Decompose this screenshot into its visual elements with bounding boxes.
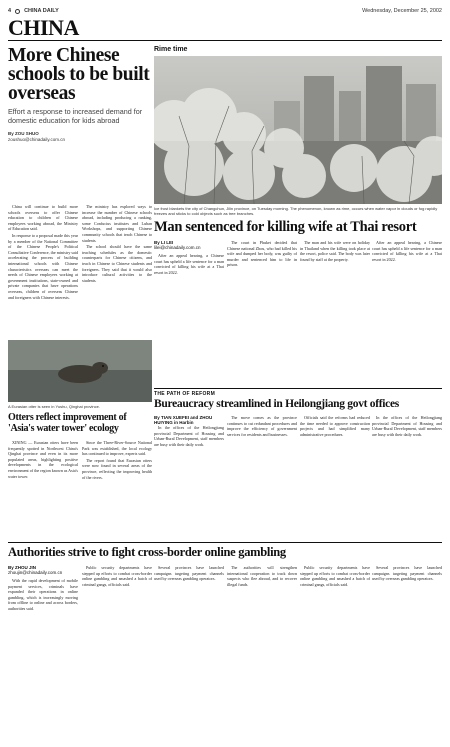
lead-paragraph: The ministry has explored ways to increase the number of Chinese schools abroad, including producing a ranking, some Confucius institutes and Luban Workshops, and supporting Chinese community schools that teach Chinese to students. — [82, 204, 152, 243]
otter-caption: A Eurasian otter is seen in Yushu, Qinghai province. — [8, 404, 100, 409]
gambling-paragraph: The authorities will strengthen international cooperation to track down suspects who flee abroad, and to recover illegal funds. — [227, 565, 297, 587]
otter-body-col-1 — [8, 440, 78, 540]
rime-caption: Ice frost blankets the city of Changchun, Jilin province, on Tuesday morning. The phenomenon, known as rime, occurs when water vapor in clouds or fog rapidly freezes and sticks to cold objects such as tree branches. — [154, 206, 438, 216]
story2-body-col-1 — [154, 253, 224, 383]
story2-body-col-2 — [227, 240, 297, 383]
lead-paragraph: The school should have the same teaching schedules as the domestic counterparts for Chinese citizens, and teach in Chinese to Chinese students and foreigners. They said that it would also introduce cultural activities to the students. — [82, 244, 152, 283]
otter-paragraph: Since the Three-River-Source National Park was established, the local ecology has continued to improve, experts said. — [82, 440, 152, 457]
reform-body-col-4 — [372, 415, 442, 537]
story2-byline — [154, 240, 224, 250]
story2-body-col-3 — [300, 240, 370, 383]
story2-byline-name: By LI LEI — [154, 240, 174, 245]
reform-headline: Bureaucracy streamlined in Heilongjiang govt offices — [154, 398, 399, 410]
otter-photo — [8, 340, 152, 402]
page-number: 4 — [8, 8, 12, 14]
gambling-paragraph: Several provinces have launched campaigns targeting payment channels used by overseas gambling operators. — [154, 565, 224, 582]
section-title: CHINA — [8, 15, 79, 40]
lead-byline — [8, 131, 156, 142]
gambling-byline-name: By ZHOU JIN — [8, 565, 37, 570]
rime-photo — [154, 56, 442, 204]
gambling-body-col-3 — [154, 565, 224, 738]
gambling-body-col-1 — [8, 578, 78, 738]
masthead-left — [8, 8, 59, 14]
lead-deck: Effort a response to increased demand for domestic education for kids abroad — [8, 107, 143, 125]
lead-headline: More Chinese schools to be built overseas — [8, 45, 150, 104]
gambling-headline: Authorities strive to fight cross-border online gambling — [8, 545, 286, 559]
reform-paragraph: In the offices of the Heilongjiang provincial Department of Housing and Urban-Rural Development, staff members are busy with their daily work. — [154, 425, 224, 447]
gambling-paragraph: Several provinces have launched campaigns targeting payment channels used by overseas gambling operators. — [372, 565, 442, 582]
gambling-paragraph: Public security departments have stepped up efforts to combat cross-border online gambling and smashed a batch of criminal gangs, officials said. — [82, 565, 152, 587]
frosted-trees-image — [154, 56, 442, 204]
rime-time-title: Rime time — [154, 46, 188, 53]
reform-body-col-1 — [154, 425, 224, 537]
otter-body-col-2 — [82, 440, 152, 540]
lead-paragraph: China will continue to build more schools overseas to offer Chinese education to children of Chinese employees working abroad, the Ministry of Education said. — [8, 204, 78, 232]
reform-paragraph: Officials said the reforms had reduced the time needed to approve construction projects and had simplified many administrative procedures. — [300, 415, 370, 437]
gambling-body-col-2 — [82, 565, 152, 738]
story2-paragraph: After an appeal hearing, a Chinese court has upheld a life sentence for a man convicted of killing his wife at a Thai resort in 2022. — [372, 240, 442, 262]
gambling-byline — [8, 565, 78, 575]
lead-byline-email: zoushuo@chinadaily.com.cn — [8, 136, 66, 142]
reform-body-col-3 — [300, 415, 370, 537]
story2-paragraph: After an appeal hearing, a Chinese court has upheld a life sentence for a man convicted of killing his wife at a Thai resort in 2022. — [154, 253, 224, 275]
lead-story — [8, 46, 156, 142]
story2-byline-email: lilei@chinadaily.com.cn — [154, 245, 201, 250]
reform-paragraph: The move comes as the province continues to cut redundant procedures and improve the efficiency of government services for residents and businesses. — [227, 415, 297, 437]
story2-paragraph: The court in Phuket decided that Chinese national Zhou, who had killed his wife and dumped her body, was guilty of murder and sentenced him to life in prison. — [227, 240, 297, 268]
reform-tag: THE PATH OF REFORM — [154, 391, 216, 397]
otter-image — [8, 340, 152, 402]
story2-headline: Man sentenced for killing wife at Thai resort — [154, 219, 417, 235]
story2-body-col-4 — [372, 240, 442, 383]
gambling-body-col-5 — [300, 565, 370, 738]
gambling-byline-email: zhoujin@chinadaily.com.cn — [8, 570, 63, 575]
reform-byline: By TIAN XUEFEI and ZHOU HUIYING in Harbin — [154, 415, 213, 425]
gambling-body-col-6 — [372, 565, 442, 738]
gambling-divider — [8, 542, 442, 543]
section-divider — [8, 40, 442, 41]
otter-paragraph: XINING — Eurasian otters have been frequently spotted in Northwest China's Qinghai province and even in its more populated areas, highlighting positive developments in the ecological environment of the region known as Asia's water tower. — [8, 440, 78, 479]
paper-logo-icon — [15, 9, 20, 14]
story2-paragraph: The man and his wife were on holiday in Thailand when the killing took place at the resort, police said. The body was later found by staff at the property. — [300, 240, 370, 262]
reform-divider — [154, 388, 442, 389]
otter-headline: Otters reflect improvement of 'Asia's water tower' ecology — [8, 412, 127, 434]
lead-byline-name: By ZOU SHUO — [8, 131, 39, 136]
lead-paragraph: In response to a proposal made this year by a member of the National Committee of the Chinese People's Political Consultative Conference, the ministry said accelerating the process of building international schools with Chinese characteristics overseas can meet the needs of Chinese employees working at government institutions, state-owned and private companies that have operations overseas, children of overseas Chinese and foreigners with Chinese interests. — [8, 232, 78, 300]
gambling-paragraph: With the rapid development of mobile payment services, criminals have expanded their operations in online gambling, which is increasingly moving from offline to online and across borders, authorities said. — [8, 578, 78, 611]
gambling-paragraph: Public security departments have stepped up efforts to combat cross-border online gambling and smashed a batch of criminal gangs, officials said. — [300, 565, 370, 587]
reform-paragraph: In the offices of the Heilongjiang provincial Department of Housing and Urban-Rural Development, staff members are busy with their daily work. — [372, 415, 442, 437]
paper-name: CHINA DAILY — [24, 8, 59, 14]
otter-paragraph: The report found that Eurasian otters were now found in several areas of the province, reflecting the improving health of the rivers. — [82, 457, 152, 480]
gambling-body-col-4 — [227, 565, 297, 738]
issue-date: Wednesday, December 25, 2002 — [362, 8, 442, 14]
reform-body-col-2 — [227, 415, 297, 537]
